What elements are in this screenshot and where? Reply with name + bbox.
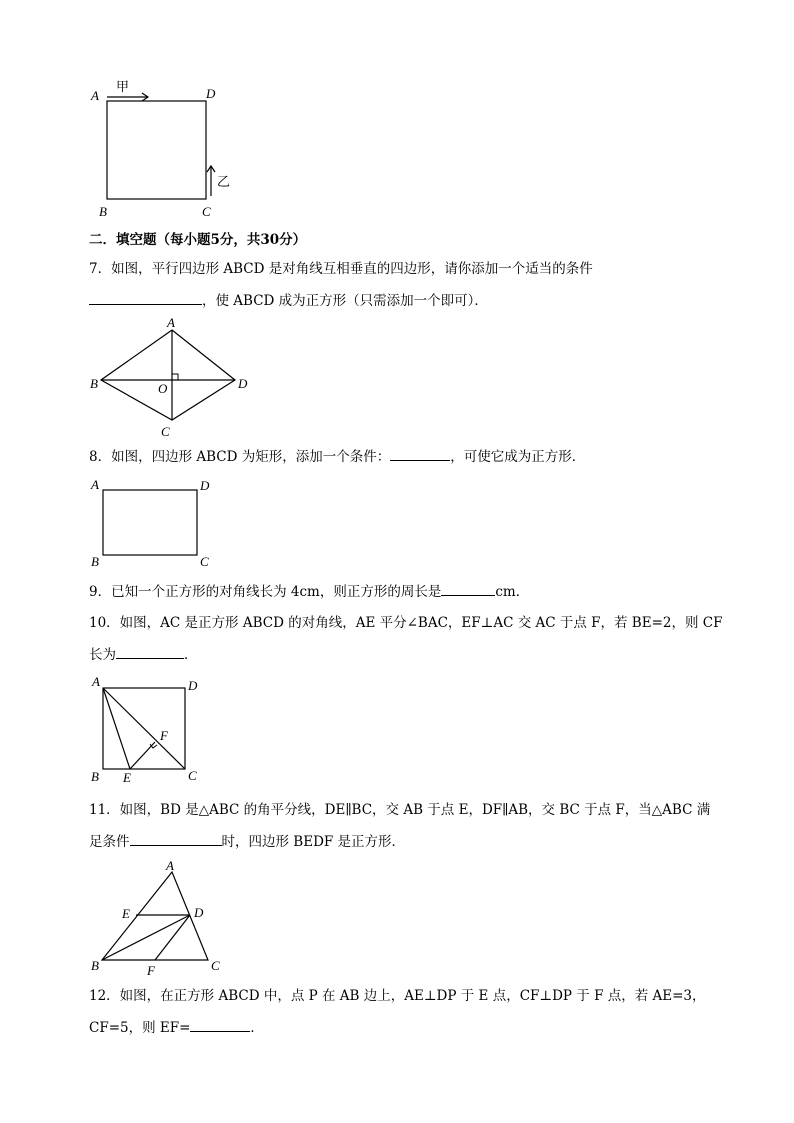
q7-line1: 7．如图，平行四边形 ABCD 是对角线互相垂直的四边形，请你添加一个适当的条件	[89, 261, 593, 277]
q10-label-e: E	[123, 770, 131, 785]
q10-label-f: F	[160, 728, 168, 743]
q8-label-a: A	[91, 477, 99, 492]
q8-text-after: ，可使它成为正方形．	[450, 449, 586, 465]
label-a: A	[91, 88, 99, 103]
q11-line1: 11．如图，BD 是△ABC 的角平分线，DE∥BC，交 AB 于点 E，DF∥AB，交 BC 于点 F，当△ABC 满	[89, 802, 711, 818]
segment-df	[155, 915, 190, 960]
q10-label-b: B	[91, 769, 99, 784]
triangle-abc	[102, 872, 208, 960]
label-c: C	[202, 204, 211, 219]
q10-text-before: 长为	[89, 647, 116, 663]
q12-line1: 12．如图，在正方形 ABCD 中，点 P 在 AB 边上，AE⊥DP 于 E 点，CF⊥DP 于 F 点，若 AE=3，	[89, 988, 706, 1004]
q9-text-after: cm．	[495, 584, 530, 600]
q10-label-d: D	[188, 678, 198, 693]
q12-answer-blank[interactable]	[190, 1017, 250, 1032]
q8-label-d: D	[200, 478, 210, 493]
segment-bd	[102, 915, 190, 960]
q11-text-before: 足条件	[89, 834, 130, 850]
q10-label-c: C	[188, 768, 197, 783]
q11-label-b: B	[91, 958, 99, 973]
q11-label-a: A	[166, 858, 174, 873]
q7-line2-text: ，使 ABCD 成为正方形（只需添加一个即可）．	[202, 293, 488, 309]
q10-label-a: A	[92, 674, 100, 689]
q7-label-d: D	[238, 376, 248, 391]
q7-label-c: C	[161, 424, 170, 439]
section-title: 二．填空题（每小题5分，共30分）	[89, 232, 307, 248]
q11-label-c: C	[211, 958, 220, 973]
q10-line1: 10．如图，AC 是正方形 ABCD 的对角线，AE 平分∠BAC，EF⊥AC 交 AC 于点 F，若 BE=2，则 CF	[89, 615, 723, 631]
q11-label-f: F	[147, 963, 155, 978]
label-yi: 乙	[217, 175, 231, 190]
q9-text-before: 9．已知一个正方形的对角线长为 4cm，则正方形的周长是	[89, 584, 442, 600]
label-b: B	[99, 204, 107, 219]
q10-text-after: ．	[184, 647, 198, 663]
q11-text-after: 时，四边形 BEDF 是正方形．	[221, 834, 406, 850]
q12-line2	[89, 1017, 264, 1038]
label-d: D	[206, 86, 216, 101]
q7-label-a: A	[167, 315, 175, 330]
label-jia: 甲	[116, 80, 130, 95]
q8-label-c: C	[200, 554, 209, 569]
q7-label-b: B	[90, 376, 98, 391]
q8-label-b: B	[91, 554, 99, 569]
q7-label-o: O	[158, 381, 168, 396]
q11-label-e: E	[122, 906, 130, 921]
q12-text-before: CF=5，则 EF=	[89, 1020, 191, 1036]
q11-label-d: D	[194, 905, 204, 920]
q12-text-after: ．	[250, 1020, 264, 1036]
q8-text-before: 8．如图，四边形 ABCD 为矩形，添加一个条件：	[89, 449, 391, 465]
